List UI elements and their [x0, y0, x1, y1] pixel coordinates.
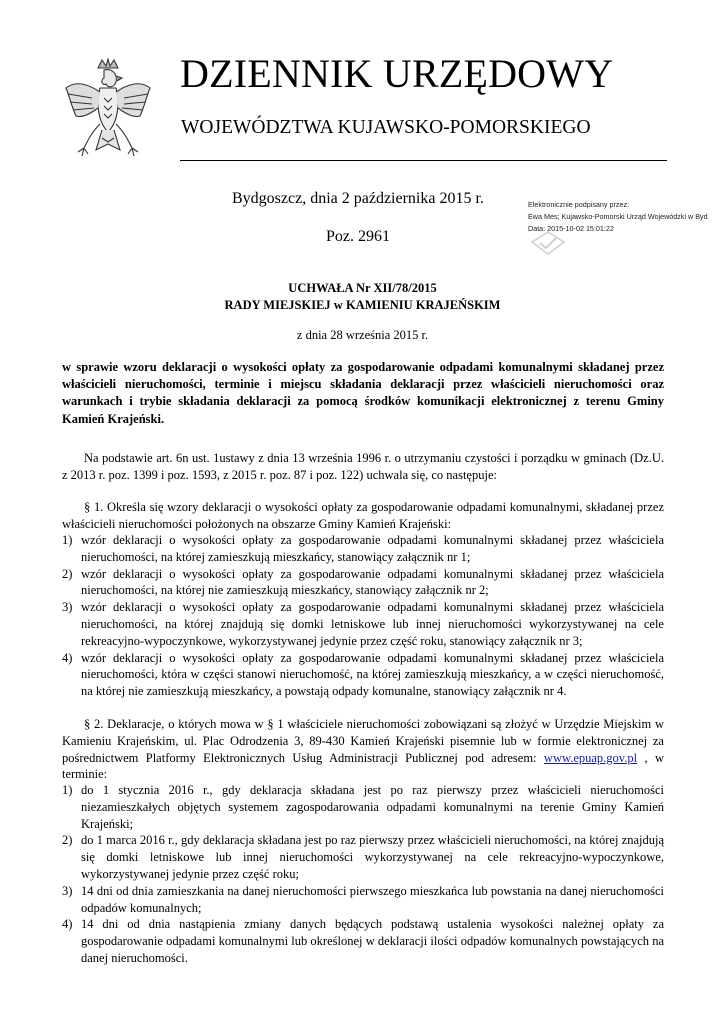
list-item-text: wzór deklaracji o wysokości opłaty za gospodarowanie odpadami komunalnymi składanej przez właściciela nieruchomości, która w części stanowi nieruchomość, na której zamieszkują mieszkańcy, a w części nieruchomość, na której nie zamieszkują mieszkańcy, a powstają odpady komunalne, stanowiący załącznik nr 4. — [81, 650, 664, 699]
masthead-title: DZIENNIK URZĘDOWY — [180, 51, 614, 96]
epuap-link[interactable]: www.epuap.gov.pl — [543, 750, 638, 765]
masthead-subtitle: WOJEWÓDZTWA KUJAWSKO-POMORSKIEGO — [181, 117, 591, 138]
section-1-intro: § 1. Określa się wzory deklaracji o wysokości opłaty za gospodarowanie odpadami komunalnymi, składanej przez właścicieli nieruchomości położonych na obszarze Gminy Kamień Krajeński: — [62, 500, 664, 531]
section-2-intro-text: § 2. Deklaracje, o których mowa w § 1 właściciele nieruchomości zobowiązani są złożyć w Urzędzie Miejskim w Kamieniu Krajeńskim, ul. Plac Odrodzenia 3, 89-430 Kamień Krajeński pisemnie lub w formie elektronicznej za pośrednictwem Platformy Elektronicznych Usług Administracji Publicznej pod adresem: — [62, 717, 664, 765]
list-item-number: 2) — [62, 833, 73, 848]
list-item — [62, 532, 664, 566]
section-1-list — [62, 532, 664, 700]
list-item — [62, 916, 664, 966]
section-2-list — [62, 782, 664, 967]
white-eagle-emblem-icon — [62, 58, 154, 170]
resolution-subject: w sprawie wzoru deklaracji o wysokości opłaty za gospodarowanie odpadami komunalnymi składanej przez właścicieli nieruchomości, terminie i miejscu składania deklaracji przez właścicieli nieruchomości oraz warunkach i trybie składania deklaracji za pomocą środków komunikacji elektronicznej z terenu Gminy Kamień Krajeński. — [62, 360, 664, 426]
masthead-divider — [180, 160, 667, 161]
list-item-number: 4) — [62, 650, 73, 665]
section-2-intro-tail: , w terminie: — [62, 750, 665, 782]
list-item-text: 14 dni od dnia nastąpienia zmiany danych będących podstawą ustalenia wysokości należnej opłaty za gospodarowanie odpadami komunalnymi lub określonej w deklaracji ilości odpadów komunalnych powstających na danej nieruchomości. — [81, 917, 664, 965]
list-item-number: 3) — [62, 883, 73, 898]
signature-signer: Ewa Mes; Kujawsko-Pomorski Urząd Wojewódzki w Byd — [528, 212, 708, 221]
list-item-text: wzór deklaracji o wysokości opłaty za gospodarowanie odpadami komunalnymi składanej przez właściciela nieruchomości, na której zamieszkują mieszkańcy, stanowiący załącznik nr 1; — [81, 533, 664, 564]
list-item-number: 1) — [62, 533, 73, 547]
legal-basis-paragraph: Na podstawie art. 6n ust. 1ustawy z dnia 13 września 1996 r. o utrzymaniu czystości i porządku w gminach (Dz.U. z 2013 r. poz. 1399 i poz. 1593, z 2015 r. poz. 87 i poz. 122) uchwala się, co następuje: — [62, 451, 664, 482]
list-item-number: 2) — [62, 566, 73, 581]
list-item — [62, 599, 664, 649]
list-item — [62, 832, 664, 882]
list-item-text: wzór deklaracji o wysokości opłaty za gospodarowanie odpadami komunalnymi składanej przez właściciela nieruchomości, na której nie zamieszkują mieszkańcy, stanowiący załącznik nr 2; — [81, 566, 664, 598]
section-2-intro — [62, 716, 664, 783]
publication-place-date: Bydgoszcz, dnia 2 października 2015 r. — [232, 190, 484, 207]
publication-position: Poz. 2961 — [326, 228, 390, 245]
list-item — [62, 650, 664, 700]
resolution-title-line1: UCHWAŁA Nr XII/78/2015 — [288, 281, 437, 295]
signature-date: Data: 2015-10-02 15:01:22 — [528, 223, 614, 233]
signature-label: Elektronicznie podpisany przez: — [528, 200, 630, 209]
list-item-number: 3) — [62, 600, 73, 615]
list-item — [62, 566, 664, 600]
list-item-text: do 1 marca 2016 r., gdy deklaracja składana jest po raz pierwszy przez właścicieli nieruchomości, na której znajdują się domki letniskowe lub innej nieruchomości wykorzystywanej na cele rekreacyjno-wypoczynkowe, wykorzystywanej jedynie przez część roku; — [81, 833, 664, 881]
list-item-text: do 1 stycznia 2016 r., gdy deklaracja składana jest po raz pierwszy przez właścicieli nieruchomości niezamieszkałych objętych systemem zagospodarowania odpadami komunalnymi na terenie Gminy Kamień Krajeński; — [81, 783, 664, 831]
resolution-title-line2: RADY MIEJSKIEJ w KAMIENIU KRAJEŃSKIM — [224, 298, 501, 312]
list-item-number: 1) — [62, 783, 73, 797]
list-item — [62, 883, 664, 917]
list-item-number: 4) — [62, 917, 73, 932]
electronic-signature-block — [528, 199, 725, 259]
list-item-text: 14 dni od dnia zamieszkania na danej nieruchomości pierwszego mieszkańca lub powstania na danej nieruchomości odpadów komunalnych; — [81, 883, 664, 915]
list-item — [62, 782, 664, 832]
resolution-date: z dnia 28 września 2015 r. — [296, 328, 429, 342]
list-item-text: wzór deklaracji o wysokości opłaty za gospodarowanie odpadami komunalnymi składanej przez właściciela nieruchomości, na której znajdują się domki letniskowe lub innej nieruchomości wykorzystywanej na cele rekreacyjno-wypoczynkowe, wykorzystywanej jedynie przez część roku, stanowiący załącznik nr 3; — [81, 600, 664, 648]
